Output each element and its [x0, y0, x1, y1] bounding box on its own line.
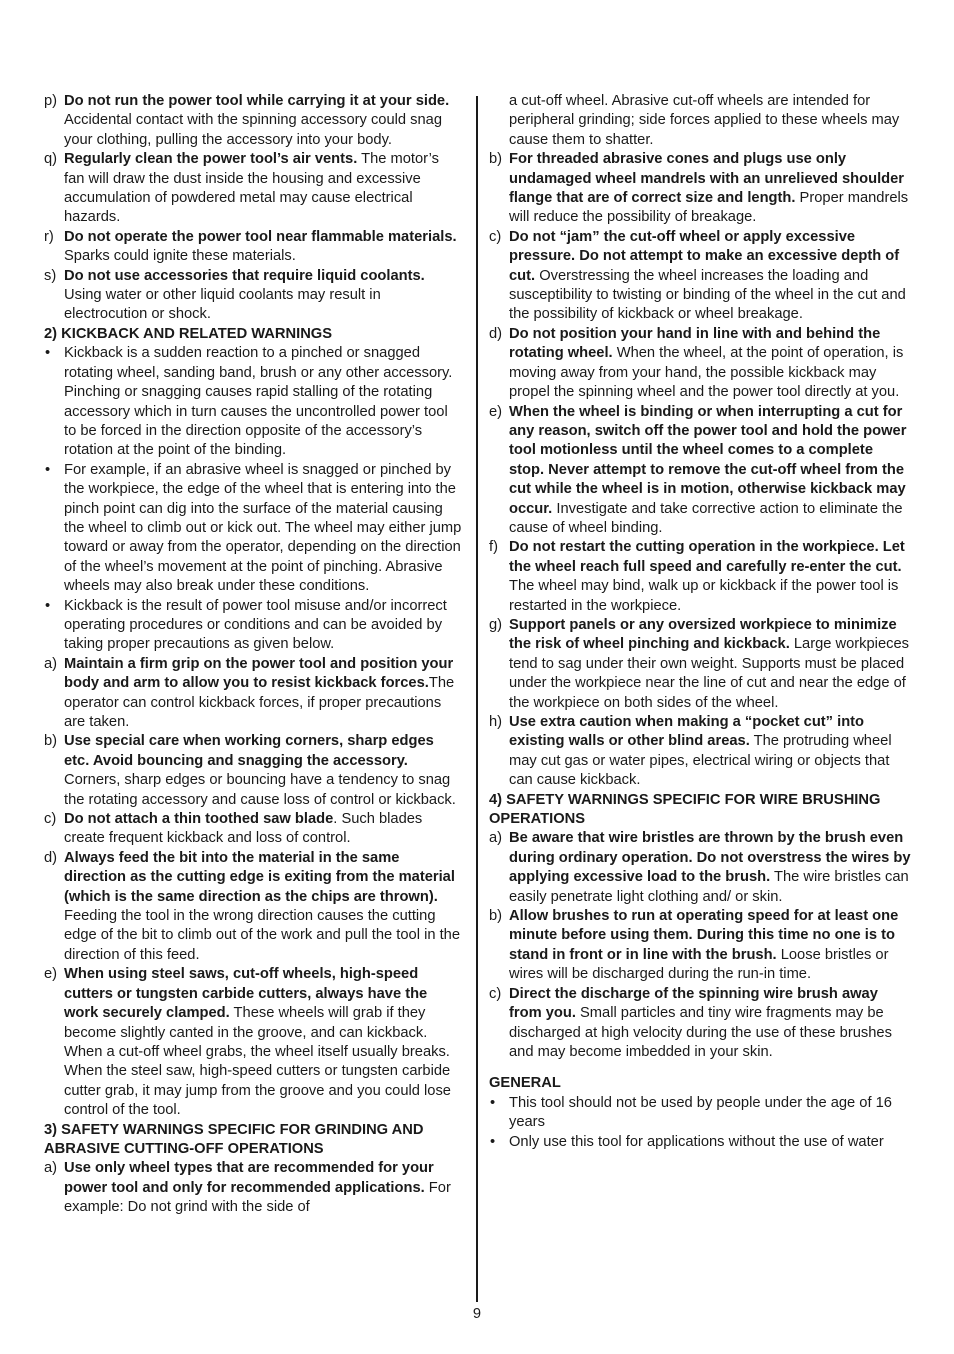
item-text: a cut-off wheel. Abrasive cut-off wheels are intended for peripheral grinding; side forces applied to these wheels may cause them to shatter. [509, 93, 900, 148]
section-heading: GENERAL [489, 1075, 561, 1092]
item-text: These wheels will grab if they become slightly canted in the groove, and can kickback. When a cut-off wheel grabs, the wheel itself usually breaks. When the steel saw, high-speed cutters or tungsten carbide cutter grab, it may jump from the groove and you could lose control of the tool. [64, 1005, 451, 1119]
warning-item [489, 538, 911, 616]
bullet-item [489, 1094, 911, 1133]
warning-item [489, 616, 911, 713]
item-text: This tool should not be used by people under the age of 16 years [509, 1094, 892, 1131]
item-marker: p) [44, 93, 58, 109]
warning-item [44, 267, 462, 325]
item-text: The motor’s fan will draw the dust inside the housing and excessive accumulation of powdered metal may cause electrical hazards. [64, 151, 439, 226]
warning-item [44, 732, 462, 810]
item-marker: b) [489, 151, 503, 168]
item-bold-text: Direct the discharge of the spinning wire brush away from you. [509, 985, 878, 1022]
item-marker: c) [489, 228, 502, 245]
item-bold-text: Support panels or any oversized workpiece to minimize the risk of wheel pinching and kickback. [509, 616, 897, 653]
item-marker: b) [489, 908, 503, 925]
item-bold-text: Do not “jam” the cut-off wheel or apply excessive pressure. Do not attempt to make an excessive depth of cut. [509, 228, 900, 284]
warning-item [489, 92, 911, 150]
right-column [489, 92, 911, 1152]
column-divider [476, 96, 478, 1302]
item-marker: q) [44, 151, 58, 168]
item-bold-text: Be aware that wire bristles are thrown by the brush even during ordinary operation. Do not overstress the wires by applying excessive load to the brush. [509, 830, 911, 886]
item-marker: • [490, 1094, 496, 1111]
section-heading: 4) SAFETY WARNINGS SPECIFIC FOR WIRE BRUSHING OPERATIONS [489, 791, 881, 828]
bullet-item [489, 1133, 911, 1152]
item-text: For example, if an abrasive wheel is snagged or pinched by the workpiece, the edge of the wheel that is entering into the pinch point can dig into the surface of the material causing the wheel to climb out or kick out. The wheel may either jump toward or away from the operator, depending on the direction of the wheel’s movement at the point of pinching. Abrasive wheels may also break under these conditions. [64, 461, 462, 595]
item-text: For example: Do not grind with the side of [64, 1179, 451, 1216]
warning-item [44, 849, 462, 965]
item-text: Corners, sharp edges or bouncing have a tendency to snag the rotating accessory and cause loss of control or kickback. [64, 772, 456, 808]
item-bold-text: Always feed the bit into the material in the same direction as the cutting edge is exiting from the material (which is the same direction as the chips are thrown). [64, 849, 455, 905]
item-text: Large workpieces tend to sag under their own weight. Supports must be placed under the workpiece near the line of cut and near the edge of the workpiece on both sides of the wheel. [509, 636, 909, 711]
item-text: Small particles and tiny wire fragments may be discharged at high velocity during the use of these brushes and may become imbedded in your skin. [509, 1005, 892, 1060]
item-bold-text: Maintain a firm grip on the power tool and position your body and arm to allow you to resist kickback forces. [64, 655, 454, 692]
item-bold-text: Do not position your hand in line with and behind the rotating wheel. [509, 325, 881, 362]
item-bold-text: Do not restart the cutting operation in the workpiece. Let the wheel reach full speed and carefully re-enter the cut. [509, 539, 905, 575]
warning-item [44, 655, 462, 733]
section-heading: 3) SAFETY WARNINGS SPECIFIC FOR GRINDING AND ABRASIVE CUTTING-OFF OPERATIONS [44, 1121, 424, 1157]
item-bold-text: Allow brushes to run at operating speed for at least one minute before using them. During this time no one is to stand in front or in line with the brush. [509, 908, 899, 963]
item-bold-text: Use only wheel types that are recommended for your power tool and only for recommended applications. [64, 1160, 434, 1196]
section-heading: 2) KICKBACK AND RELATED WARNINGS [44, 325, 333, 342]
warning-item [489, 829, 911, 907]
section-gap [489, 1062, 911, 1074]
item-marker: c) [489, 985, 502, 1002]
item-marker: a) [489, 830, 503, 847]
item-marker: f) [489, 539, 498, 556]
item-marker: a) [44, 1160, 58, 1177]
item-marker: g) [489, 616, 503, 633]
item-marker: e) [489, 403, 503, 420]
item-text: The protruding wheel may cut gas or water pipes, electrical wiring or objects that can cause kickback. [509, 733, 892, 789]
warning-item [44, 1159, 462, 1217]
warning-item [44, 965, 462, 1120]
item-text: The operator can control kickback forces, if proper precautions are taken. [64, 675, 455, 730]
item-text: Investigate and take corrective action to eliminate the cause of wheel binding. [509, 500, 903, 536]
item-bold-text: Regularly clean the power tool’s air vents. [64, 151, 358, 168]
item-marker: d) [489, 325, 503, 342]
item-marker: c) [44, 811, 57, 828]
page-number: 9 [472, 1306, 482, 1322]
item-bold-text: Do not attach a thin toothed saw blade [64, 811, 334, 828]
item-text: Feeding the tool in the wrong direction causes the cutting edge of the bit to climb out of the work and pull the tool in the direction of this feed. [64, 908, 460, 963]
warning-item [44, 228, 462, 267]
item-marker: d) [44, 849, 58, 866]
item-text: Kickback is a sudden reaction to a pinched or snagged rotating wheel, sanding band, brush or any other accessory. Pinching or snagging causes rapid stalling of the rotating accessory which in turn causes the uncontrolled power tool to be forced in the direction opposite of the accessory’s rotation at the point of the binding. [64, 345, 453, 459]
warning-item [489, 325, 911, 403]
item-marker: • [490, 1133, 496, 1150]
bullet-item [44, 461, 462, 597]
item-marker: • [45, 461, 51, 478]
item-marker: h) [489, 714, 503, 730]
warning-item [489, 985, 911, 1063]
warning-item [44, 150, 462, 228]
item-text: When the wheel, at the point of operation, is moving away from your hand, the possible kickback may propel the spinning wheel and the power tool directly at you. [509, 345, 904, 401]
item-text: Overstressing the wheel increases the loading and susceptibility to twisting or binding of the wheel in the cut and the possibility of kickback or wheel breakage. [509, 267, 906, 323]
warning-item [44, 92, 462, 150]
item-text: Accidental contact with the spinning accessory could snag your clothing, pulling the accessory into your body. [64, 112, 443, 148]
item-marker: e) [44, 966, 58, 983]
warning-item [489, 150, 911, 228]
item-marker: • [45, 597, 51, 614]
item-bold-text: When the wheel is binding or when interrupting a cut for any reason, switch off the power tool and hold the power tool motionless until the wheel comes to a complete stop. Never attempt to remove the cut-off wheel from the cut while the wheel is in motion, otherwise kickback may occur. [509, 403, 907, 517]
item-bold-text: Do not use accessories that require liquid coolants. [64, 267, 425, 284]
item-text: The wire bristles can easily penetrate light clothing and/ or skin. [509, 869, 909, 905]
item-marker: s) [44, 267, 57, 284]
item-bold-text: Do not run the power tool while carrying it at your side. [64, 93, 450, 109]
warning-item [44, 810, 462, 849]
item-bold-text: When using steel saws, cut-off wheels, high-speed cutters or tungsten carbide cutters, always have the work securely clamped. [64, 966, 428, 1022]
item-text: The wheel may bind, walk up or kickback if the power tool is restarted in the workpiece. [509, 578, 899, 614]
item-text: Sparks could ignite these materials. [64, 248, 296, 265]
left-column [44, 92, 462, 1218]
warning-item [489, 907, 911, 985]
item-text: Proper mandrels will reduce the possibility of breakage. [509, 190, 909, 226]
item-text: Kickback is the result of power tool misuse and/or incorrect operating procedures or conditions and can be avoided by taking proper precautions as given below. [64, 597, 447, 653]
warning-item [489, 403, 911, 539]
bullet-item [44, 344, 462, 460]
item-bold-text: Do not operate the power tool near flammable materials. [64, 228, 457, 245]
item-text: Loose bristles or wires will be discharged during the run-in time. [509, 946, 889, 983]
warning-item [489, 228, 911, 325]
item-marker: r) [44, 228, 54, 245]
item-text: . Such blades create frequent kickback and loss of control. [64, 811, 423, 847]
item-bold-text: Use extra caution when making a “pocket cut” into existing walls or other blind areas. [509, 714, 865, 750]
item-text: Using water or other liquid coolants may result in electrocution or shock. [64, 287, 381, 323]
item-text: Only use this tool for applications without the use of water [509, 1133, 884, 1150]
warning-item [489, 713, 911, 791]
item-marker: b) [44, 733, 58, 750]
item-bold-text: Use special care when working corners, sharp edges etc. Avoid bouncing and snagging the accessory. [64, 733, 434, 769]
item-marker: a) [44, 655, 58, 672]
item-bold-text: For threaded abrasive cones and plugs use only undamaged wheel mandrels with an unrelieved shoulder flange that are of correct size and length. [509, 151, 905, 207]
item-marker: • [45, 345, 51, 362]
bullet-item [44, 597, 462, 655]
